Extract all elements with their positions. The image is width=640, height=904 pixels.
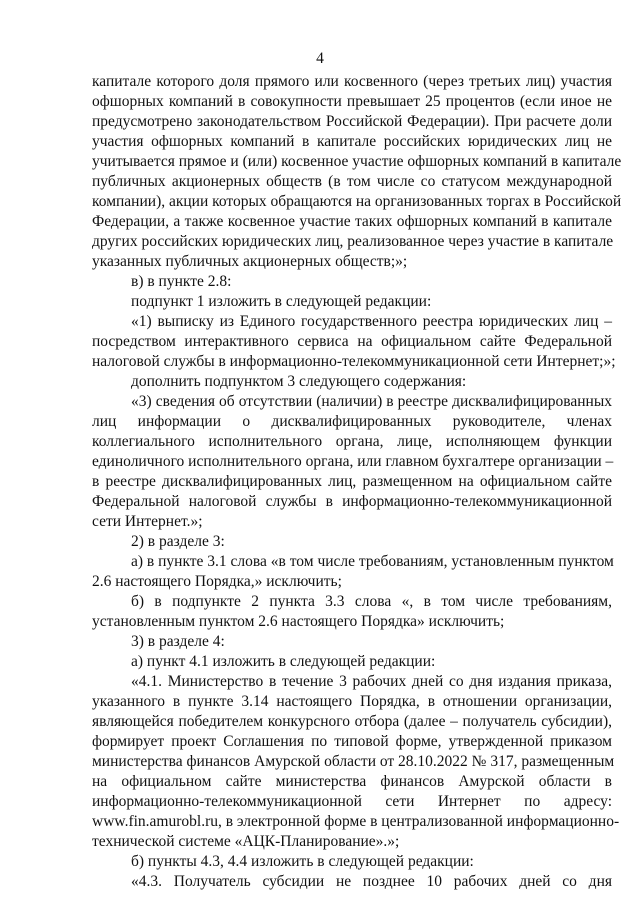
text-line: а) пункт 4.1 изложить в следующей редакции: xyxy=(131,653,436,670)
text-line: офшорных компаний в совокупности превышает 25 процентов (если иное не xyxy=(92,93,612,110)
text-line: в реестре дисквалифицированных лиц, размещенном на официальном сайте xyxy=(92,473,612,490)
text-line: б) пункты 4.3, 4.4 изложить в следующей редакции: xyxy=(131,853,474,870)
text-line: других российских юридических лиц, реализованное через участие в капитале xyxy=(92,233,614,250)
text-line: являющейся победителем конкурсного отбора (далее – получатель субсидии), xyxy=(92,713,612,730)
text-line: единоличного исполнительного органа, или главном бухгалтере организации – xyxy=(92,453,614,470)
text-line: дополнить подпунктом 3 следующего содержания: xyxy=(131,373,467,390)
text-line: установленным пунктом 2.6 настоящего Порядка» исключить; xyxy=(92,613,505,630)
text-line: 2) в разделе 3: xyxy=(131,533,225,550)
text-line: 2.6 настоящего Порядка,» исключить; xyxy=(92,573,342,590)
text-line: подпункт 1 изложить в следующей редакции: xyxy=(131,293,432,310)
text-line: министерства финансов Амурской области от 28.10.2022 № 317, размещенным xyxy=(92,753,615,770)
text-line: «1) выписку из Единого государственного реестра юридических лиц – xyxy=(131,313,612,330)
text-line: «4.1. Министерство в течение 3 рабочих дней со дня издания приказа, xyxy=(131,673,612,690)
text-line: информационно-телекоммуникационной сети Интернет по адресу: xyxy=(92,793,612,810)
text-line: на официальном сайте министерства финансов Амурской области в xyxy=(92,773,612,790)
text-line: капитале которого доля прямого или косвенного (через третьих лиц) участия xyxy=(92,73,612,90)
text-line: компании), акции которых обращаются на организованных торгах в Российской xyxy=(92,193,622,210)
text-line: б) в подпункте 2 пункта 3.3 слова «, в том числе требованиям, xyxy=(131,593,612,610)
text-line: формирует проект Соглашения по типовой форме, утвержденной приказом xyxy=(92,733,612,750)
text-line: участия офшорных компаний в капитале российских юридических лиц не xyxy=(92,133,612,150)
text-line: коллегиального исполнительного органа, лице, исполняющем функции xyxy=(92,433,612,450)
text-line: указанных публичных акционерных обществ;»; xyxy=(92,253,408,270)
text-line: указанного в пункте 3.14 настоящего Порядка, в отношении организации, xyxy=(92,693,612,710)
text-line: учитывается прямое и (или) косвенное участие офшорных компаний в капитале xyxy=(92,153,622,170)
text-line: предусмотрено законодательством Российской Федерации). При расчете доли xyxy=(92,113,612,130)
text-line: Федеральной налоговой службы в информационно-телекоммуникационной xyxy=(92,493,612,510)
text-line: а) в пункте 3.1 слова «в том числе требованиям, установленным пунктом xyxy=(131,553,614,570)
text-line: www.fin.amurobl.ru, в электронной форме в централизованной информационно- xyxy=(92,813,620,830)
text-line: Федерации, а также косвенное участие таких офшорных компаний в капитале xyxy=(92,213,612,230)
text-line: «4.3. Получатель субсидии не позднее 10 рабочих дней со дня xyxy=(131,873,612,890)
text-line: «3) сведения об отсутствии (наличии) в реестре дисквалифицированных xyxy=(131,393,612,410)
text-line: технической системе «АЦК-Планирование».»; xyxy=(92,833,400,850)
text-line: публичных акционерных обществ (в том числе со статусом международной xyxy=(92,173,612,190)
text-line: 3) в разделе 4: xyxy=(131,633,225,650)
text-line: лиц информации о дисквалифицированных руководителе, членах xyxy=(92,413,612,430)
text-line: сети Интернет.»; xyxy=(92,513,203,530)
text-line: посредством интерактивного сервиса на официальном сайте Федеральной xyxy=(92,333,612,350)
page-number: 4 xyxy=(316,50,324,67)
text-line: в) в пункте 2.8: xyxy=(131,273,232,290)
text-line: налоговой службы в информационно-телекоммуникационной сети Интернет;»; xyxy=(92,353,616,370)
